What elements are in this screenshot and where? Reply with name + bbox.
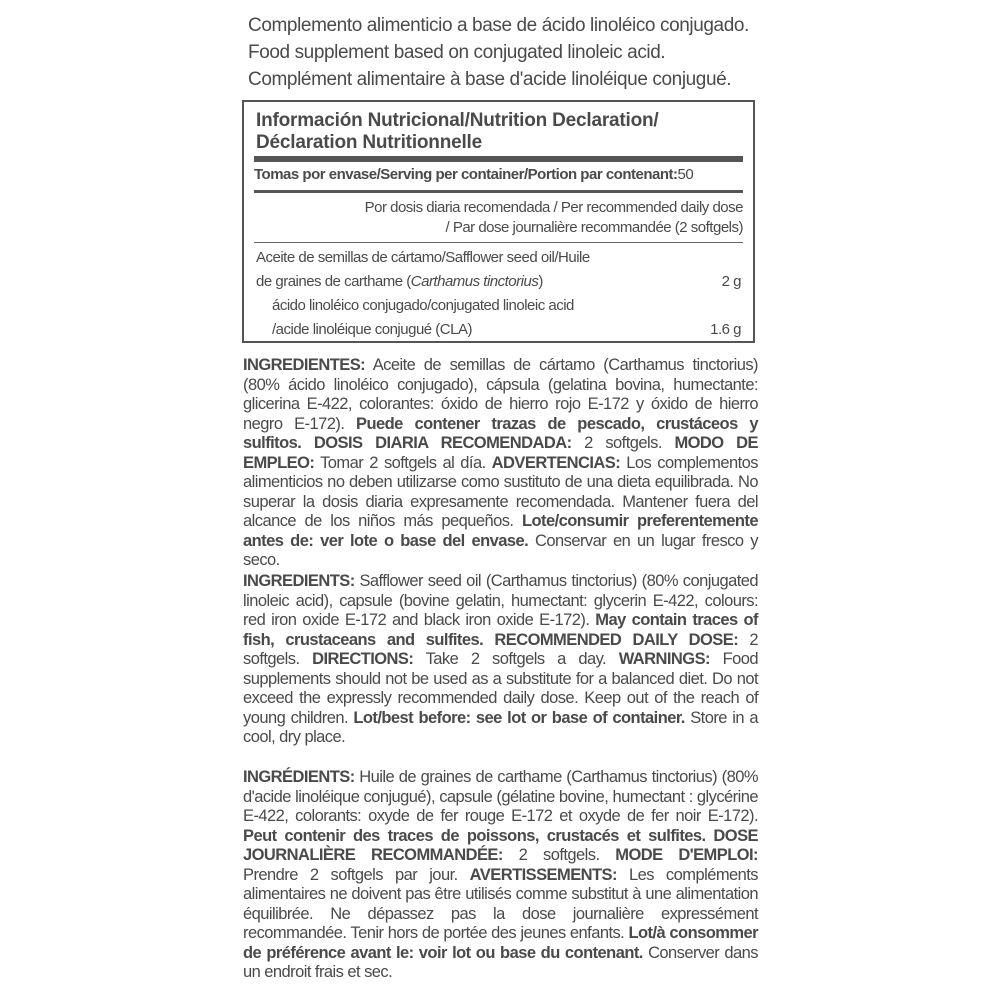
dose-header-line1: Por dosis diaria recomendada / Per recommended daily dose [364, 199, 743, 216]
heading-daily-dose: RECOMMENDED DAILY DOSE: [483, 630, 739, 649]
allergen-warning: May contain traces of fish, crustaceans and sulfites. [243, 611, 758, 649]
heading-ingredients: INGREDIENTES: [243, 356, 366, 374]
nutrient-name-close: ) [538, 273, 543, 290]
daily-dose-text: 2 softgels. [502, 846, 616, 864]
directions-text: Take 2 softgels a day. [413, 650, 619, 668]
storage-text: Conserver dans un endroit frais et sec. [243, 943, 759, 981]
text-block-fr [243, 768, 758, 983]
heading-warnings: AVERTISSEMENTS: [469, 865, 617, 884]
text-block-en [243, 572, 758, 748]
heading-daily-dose: DOSIS DIARIA RECOMENDADA: [301, 434, 572, 452]
product-description [248, 12, 768, 93]
medium-divider [254, 190, 743, 193]
heading-daily-dose: DOSE JOURNALIÈRE RECOMMANDÉE: [243, 826, 758, 864]
nutrition-title [256, 110, 746, 154]
thin-divider [254, 242, 743, 243]
nutrient-row-cla-line2 [256, 320, 741, 340]
nutrition-table [242, 100, 755, 343]
allergen-warning: Peut contenir des traces de poissons, crustacés et sulfites. [243, 826, 706, 845]
lot-best-before: Lot/best before: see lot or base of container. [353, 708, 685, 727]
nutrient-row-safflower-line2 [256, 272, 741, 292]
nutrient-name-cont: de graines de carthame ( [256, 273, 411, 290]
dose-header-line2: / Par dose journalière recommandée (2 softgels) [445, 219, 743, 236]
thick-divider [254, 156, 743, 162]
description-es: Complemento alimenticio a base de ácido linoléico conjugado. [248, 15, 749, 36]
storage-text: Conservar en un lugar fresco y seco. [243, 531, 758, 569]
heading-directions: MODO DE EMPLEO: [243, 434, 759, 472]
nutrient-row-safflower-line1 [256, 248, 741, 268]
warnings-text: Food supplements should not be used as a substitute for a balanced diet. Do not exceed the expressly recommended daily dose. Keep out of the reach of young children. [243, 650, 758, 727]
lot-best-before: Lot/à consommer de préférence avant le: voir lot ou base du contenant. [243, 924, 758, 962]
nutrient-name-cont: /acide linoléique conjugué (CLA) [272, 321, 472, 338]
nutrient-latin-name: Carthamus tinctorius [410, 273, 539, 290]
heading-warnings: WARNINGS: [618, 650, 710, 668]
daily-dose-text: 2 softgels. [243, 630, 758, 668]
ingredients-text: Safflower seed oil (Carthamus tinctorius) (80% conjugated linoleic acid), capsule (bovine gelatin, humectant: glycerin E-422, colours: red iron oxide E-172 and black iron oxide E-172). [243, 572, 758, 629]
nutrient-name: Aceite de semillas de cártamo/Safflower seed oil/Huile [256, 249, 590, 266]
heading-directions: MODE D'EMPLOI: [615, 846, 758, 864]
nutrition-title-line2: Déclaration Nutritionnelle [256, 132, 483, 153]
description-en: Food supplement based on conjugated linoleic acid. [248, 42, 666, 63]
nutrient-amount: 1.6 g [710, 321, 741, 338]
nutrition-title-line1: Información Nutricional/Nutrition Declaration/ [256, 110, 659, 131]
servings-value: 50 [677, 166, 694, 183]
warnings-text: Los complementos alimenticios no deben utilizarse como sustituto de una dieta equilibrada. No superar la dosis diaria expresamente recomendada. Mantener fuera del alcance de los niños más pequeños. [243, 453, 758, 530]
warnings-text: Les compléments alimentaires ne doivent pas être utilisés comme substitut à une alimentation équilibrée. Ne dépassez pas la dose journalière expressément recommandée. Tenir hors de portée des jeunes enfants. [243, 865, 759, 942]
nutrient-name: ácido linoléico conjugado/conjugated linoleic acid [272, 297, 574, 314]
daily-dose-text: 2 softgels. [571, 434, 675, 452]
description-fr: Complément alimentaire à base d'acide linoléique conjugué. [248, 69, 732, 90]
heading-directions: DIRECTIONS: [312, 650, 414, 668]
servings-label: Tomas por envase/Serving per container/Portion par contenant: [254, 166, 678, 183]
ingredients-text: Aceite de semillas de cártamo (Carthamus tinctorius) (80% ácido linoléico conjugado), cápsula (gelatina bovina, humectante: glicerina E-422, colorantes: óxido de hierro rojo E-172 y óxido de hierro negro E-172). [243, 356, 758, 433]
nutrient-row-cla-line1 [256, 296, 741, 316]
nutrient-amount: 2 g [721, 273, 741, 290]
directions-text: Tomar 2 softgels al día. [314, 453, 492, 472]
heading-ingredients: INGRÉDIENTS: [243, 768, 355, 786]
storage-text: Store in a cool, dry place. [243, 708, 758, 746]
directions-text: Prendre 2 softgels par jour. [243, 865, 470, 884]
heading-ingredients: INGREDIENTS: [243, 572, 355, 590]
servings-per-container [254, 166, 743, 188]
ingredients-text: Huile de graines de carthame (Carthamus tinctorius) (80% d'acide linoléique conjugué), capsule (gélatine bovine, humectant : glycérine E-422, colorants: oxyde de fer rouge E-172 et oxyde de fer noir E-172). [243, 768, 758, 825]
allergen-warning: Puede contener trazas de pescado, crustáceos y sulfitos. [243, 414, 758, 452]
heading-warnings: ADVERTENCIAS: [491, 453, 621, 472]
text-block-es [243, 356, 758, 571]
dose-column-header [303, 198, 743, 238]
lot-best-before: Lote/consumir preferentemente antes de: ver lote o base del envase. [243, 512, 759, 550]
